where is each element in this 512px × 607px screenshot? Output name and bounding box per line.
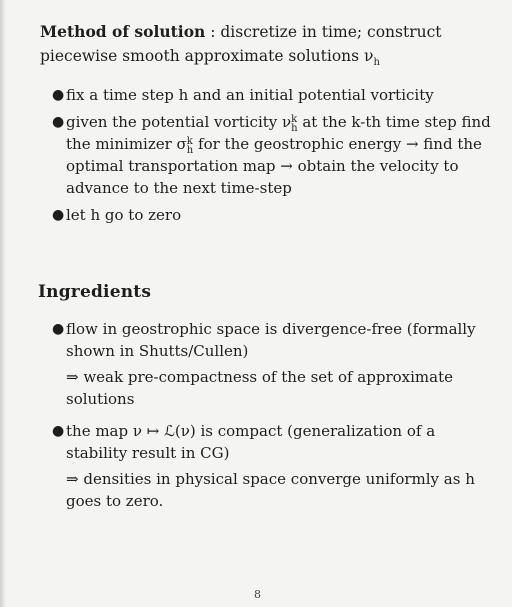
bullet-icon: ●: [52, 207, 65, 223]
list-item: [52, 111, 492, 199]
bullet-icon: ●: [52, 423, 65, 439]
ingredients-heading: Ingredients: [38, 282, 152, 302]
method-heading-bold: Method of solution: [40, 22, 206, 41]
ingredient-text: the map ν ↦ ℒ(ν) is compact (generalization of a stability result in CG): [66, 422, 436, 462]
method-step-text: let h go to zero: [66, 206, 182, 224]
list-item: [52, 318, 492, 410]
method-heading-subscript: h: [373, 57, 380, 69]
bullet-icon: ●: [52, 321, 65, 337]
method-heading-rest: : discretize in time; construct piecewise smooth approximate solutions ν: [40, 23, 442, 65]
method-step-text: for the geostrophic energy → find the optimal transportation map → obtain the velocity to advance to the next time-step: [66, 135, 482, 197]
method-steps-list: [52, 84, 492, 231]
bullet-icon: ●: [52, 114, 65, 130]
list-item: [52, 204, 492, 226]
list-item: [52, 420, 492, 512]
ingredients-list: [52, 318, 492, 522]
bullet-icon: ●: [52, 87, 65, 103]
method-step-text: at the k-th time step find the minimizer σ: [66, 113, 491, 153]
ingredient-consequence: ⇒ weak pre-compactness of the set of approximate solutions: [66, 368, 453, 408]
sigma-superscript: k: [186, 136, 193, 147]
scan-edge-shadow: [0, 0, 6, 607]
page-number: 8: [254, 588, 261, 601]
ingredient-consequence: ⇒ densities in physical space converge uniformly as h goes to zero.: [66, 470, 475, 510]
nu-subscript: h: [291, 123, 298, 134]
list-item: [52, 84, 492, 106]
method-step-text: given the potential vorticity ν: [66, 113, 292, 131]
method-heading: [40, 20, 500, 75]
ingredient-text: flow in geostrophic space is divergence-free (formally shown in Shutts/Cullen): [66, 320, 476, 360]
nu-superscript: k: [291, 114, 298, 125]
sigma-subscript: h: [186, 145, 194, 156]
method-step-text: fix a time step h and an initial potential vorticity: [66, 86, 434, 104]
